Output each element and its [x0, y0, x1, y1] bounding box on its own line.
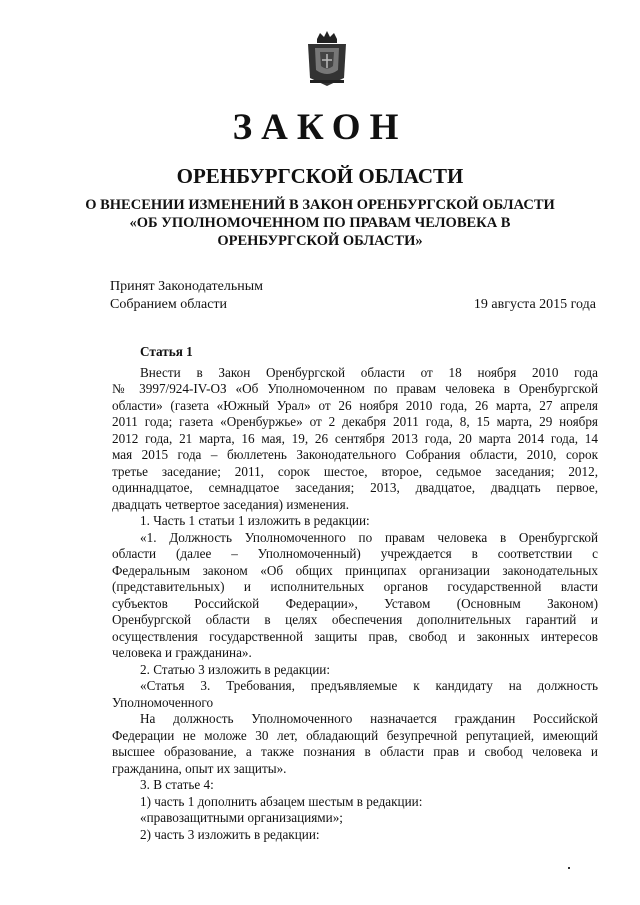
region-title: ОРЕНБУРГСКОЙ ОБЛАСТИ	[176, 164, 464, 188]
body-line: № 3997/924-IV-ОЗ «Об Уполномоченном по правам человека в Оренбургской	[112, 381, 598, 396]
body-line: На должность Уполномоченного назначается гражданин Российской	[140, 711, 598, 726]
body-line: мая 2015 года – бюллетень Законодательного Собрания области, 2010, сорок	[112, 447, 598, 462]
body-line: Уполномоченного	[112, 694, 214, 710]
adoption-line: Собранием области	[110, 297, 228, 312]
body-line: Федеральным законом «Об общих принципах организации законодательных	[112, 562, 598, 578]
body-line: области» (газета «Южный Урал» от 26 ноября 2010 года, 26 марта, 27 апреля	[112, 397, 598, 413]
heading-line: «ОБ УПОЛНОМОЧЕННОМ ПО ПРАВАМ ЧЕЛОВЕКА В	[129, 215, 511, 231]
body-line: области (далее – Уполномоченный) учреждается в соответствии с	[112, 546, 598, 561]
body-line: гражданина, опыт их защиты».	[112, 760, 287, 776]
body-line: 2011 года; газета «Оренбуржье» от 2 декабря 2011 года, 8, 15 марта, 29 ноября	[112, 414, 598, 429]
body-line: Оренбургской области в целях обеспечения дополнительных гарантий и	[112, 612, 598, 627]
item-3-2: 2) часть 3 изложить в редакции:	[140, 826, 320, 842]
item-1: 1. Часть 1 статьи 1 изложить в редакции:	[140, 513, 370, 528]
heading-line: ОРЕНБУРГСКОЙ ОБЛАСТИ»	[217, 233, 423, 249]
body-line: осуществления государственной защиты прав, свобод и законных интересов	[112, 628, 598, 644]
body-line: высшее образование, а также познания в области прав и свобод человека и	[112, 744, 598, 759]
item-3-1: 1) часть 1 дополнить абзацем шестым в редакции:	[140, 793, 423, 809]
body-line: двадцать четвертое заседания) изменения.	[112, 496, 349, 512]
law-title: ЗАКОН	[232, 107, 408, 148]
body-line: Внести в Закон Оренбургской области от 18 ноября 2010 года	[140, 364, 598, 380]
body-line: человека и гражданина».	[112, 645, 252, 660]
body-line: субъектов Российской Федерации», Уставом (Основным Законом)	[112, 595, 598, 611]
item-3: 3. В статье 4:	[140, 777, 214, 792]
coat-of-arms-icon	[304, 30, 350, 88]
law-body	[112, 344, 598, 843]
law-heading	[0, 196, 640, 250]
body-line: 2012 года, 21 марта, 16 мая, 19, 26 сентября 2013 года, 20 марта 2014 года, 14	[112, 430, 598, 446]
item-2: 2. Статью 3 изложить в редакции:	[140, 661, 331, 677]
body-line: «1. Должность Уполномоченного по правам человека в Оренбургской	[140, 529, 598, 545]
body-line: одиннадцатое, семнадцатое заседания; 2013, двадцатое, двадцать первое,	[112, 480, 598, 495]
body-line: «Статья 3. Требования, предъявляемые к кандидату на должность	[140, 678, 598, 693]
body-line: «правозащитными организациями»;	[140, 810, 343, 825]
body-line: третье заседание; 2011, сорок шестое, второе, седьмое заседания; 2012,	[112, 463, 598, 479]
adoption-note	[110, 278, 263, 314]
adoption-date: 19 августа 2015 года	[473, 297, 596, 312]
scan-speck	[568, 867, 570, 869]
heading-line: О ВНЕСЕНИИ ИЗМЕНЕНИЙ В ЗАКОН ОРЕНБУРГСКОЙ ОБЛАСТИ	[85, 197, 555, 213]
body-line: (представительных) и исполнительных органов государственной власти	[112, 579, 598, 594]
body-line: Федерации не моложе 30 лет, обладающий безупречной репутацией, имеющий	[112, 727, 598, 743]
article-title: Статья 1	[140, 344, 193, 359]
adoption-line: Принят Законодательным	[110, 279, 263, 294]
